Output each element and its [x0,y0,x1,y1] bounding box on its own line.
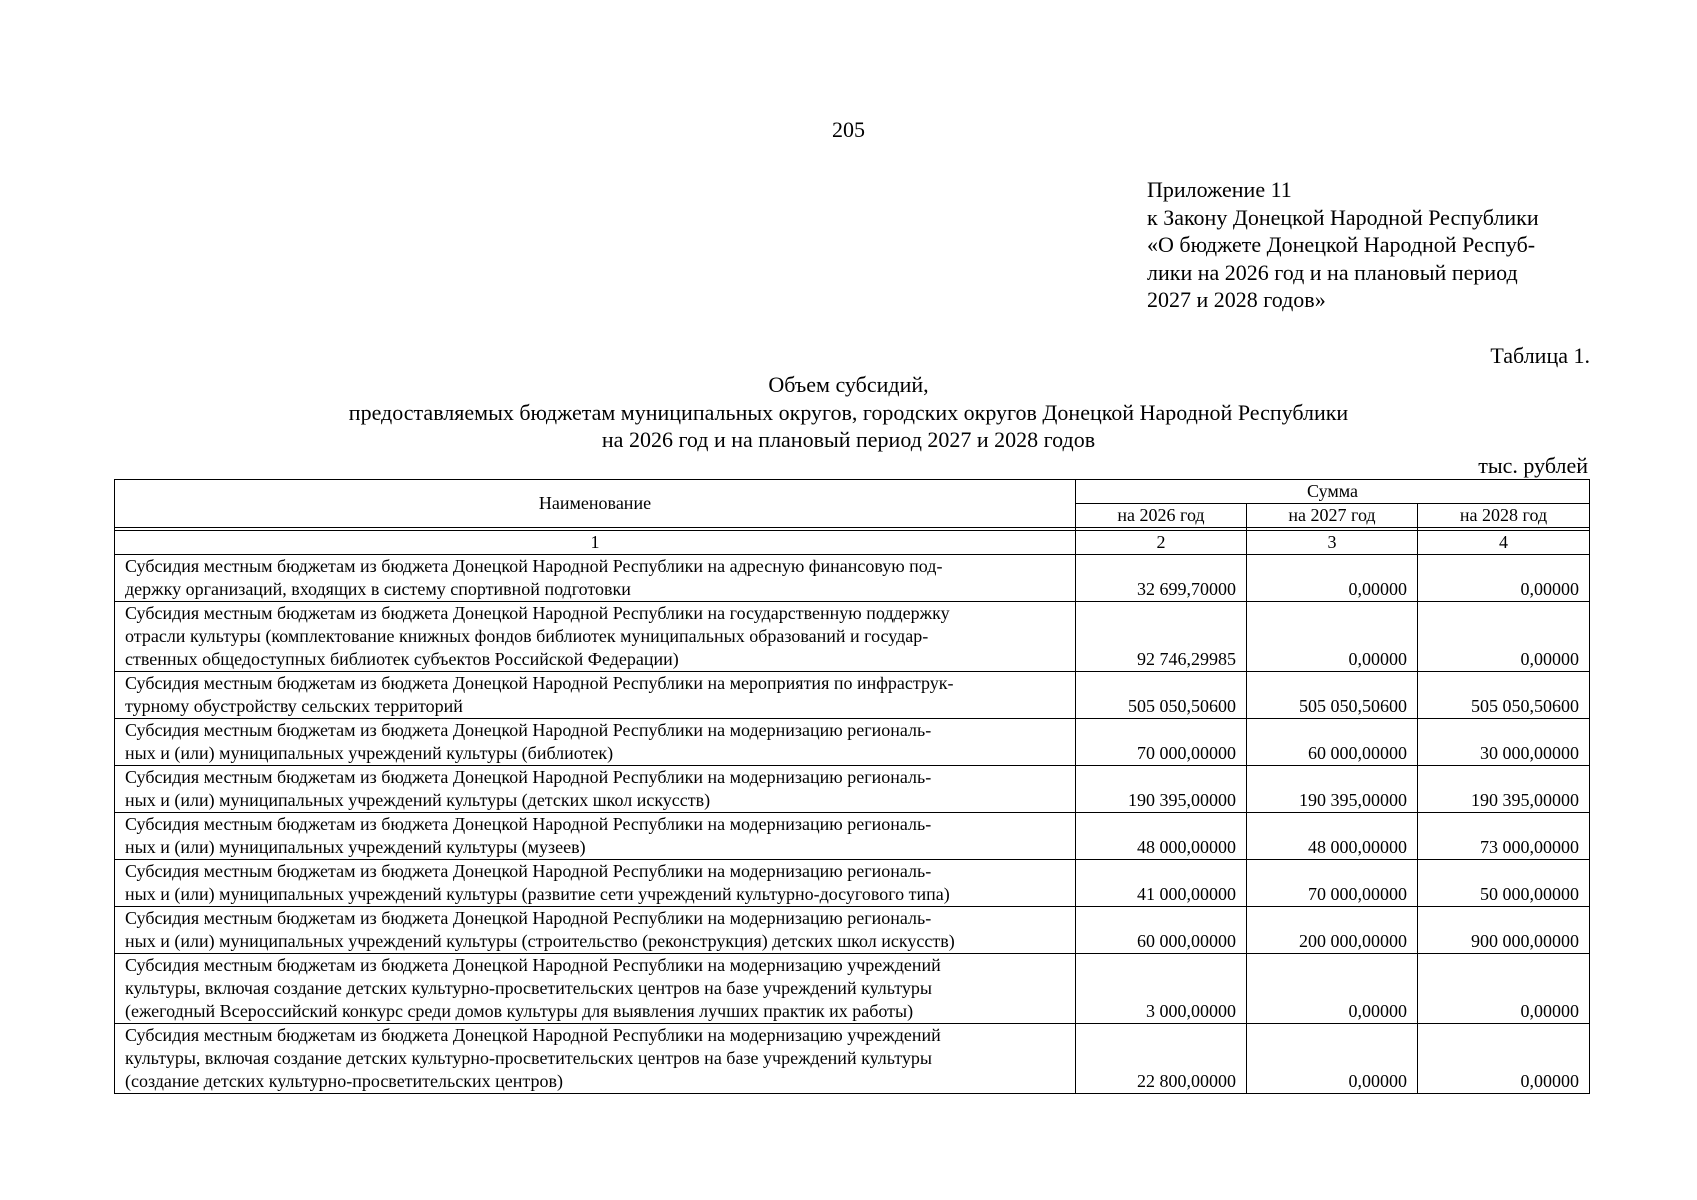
appendix-line: Приложение 11 [1147,177,1292,202]
row-name-line: Субсидия местным бюджетам из бюджета Донецкой Народной Республики на адресную финансовую под- [125,556,943,576]
appendix-note [1147,176,1607,314]
row-name-line: Субсидия местным бюджетам из бюджета Донецкой Народной Республики на модернизацию региональ- [125,861,932,881]
row-value-2027: 505 050,50600 [1247,672,1418,719]
row-name-line: Субсидия местным бюджетам из бюджета Донецкой Народной Республики на государственную поддержку [125,603,950,623]
column-number-row [115,531,1590,555]
column-number: 2 [1076,531,1247,555]
row-value-2026: 92 746,29985 [1076,602,1247,672]
row-name-line: ных и (или) муниципальных учреждений культуры (библиотек) [125,743,614,763]
header-year-2026: на 2026 год [1076,504,1247,528]
row-name-cell [115,719,1076,766]
row-name-line: культуры, включая создание детских культурно-просветительских центров на базе учреждений культуры [125,1048,933,1068]
row-name-cell [115,1024,1076,1094]
row-name-line: Субсидия местным бюджетам из бюджета Донецкой Народной Республики на модернизацию учреждений [125,1025,941,1045]
row-value-2028: 30 000,00000 [1418,719,1590,766]
row-value-2028: 50 000,00000 [1418,860,1590,907]
row-value-2027: 0,00000 [1247,954,1418,1024]
row-value-2026: 3 000,00000 [1076,954,1247,1024]
table-row [115,813,1590,860]
row-value-2028: 0,00000 [1418,954,1590,1024]
row-name-cell [115,672,1076,719]
row-name-line: ных и (или) муниципальных учреждений культуры (строительство (реконструкция) детских школ искусств) [125,931,955,951]
row-name-line: Субсидия местным бюджетам из бюджета Донецкой Народной Республики на модернизацию региональ- [125,767,932,787]
row-value-2028: 900 000,00000 [1418,907,1590,954]
row-name-line: Субсидия местным бюджетам из бюджета Донецкой Народной Республики на модернизацию учреждений [125,955,941,975]
row-name-line: (создание детских культурно-просветительских центров) [125,1071,563,1091]
row-value-2027: 0,00000 [1247,602,1418,672]
table-row [115,907,1590,954]
row-name-line: отрасли культуры (комплектование книжных фондов библиотек муниципальных образований и государ- [125,626,929,646]
column-number: 4 [1418,531,1590,555]
row-name-cell [115,602,1076,672]
row-value-2026: 32 699,70000 [1076,555,1247,602]
row-value-2027: 190 395,00000 [1247,766,1418,813]
table-row [115,1024,1590,1094]
header-year-2027: на 2027 год [1247,504,1418,528]
row-name-line: Субсидия местным бюджетам из бюджета Донецкой Народной Республики на модернизацию региональ- [125,908,932,928]
row-name-line: турному обустройству сельских территорий [125,696,463,716]
row-name-cell [115,813,1076,860]
row-name-cell [115,907,1076,954]
row-value-2026: 48 000,00000 [1076,813,1247,860]
row-name-cell [115,954,1076,1024]
appendix-line: 2027 и 2028 годов» [1147,287,1326,313]
title-line: на 2026 год и на плановый период 2027 и 2028 годов [601,427,1096,452]
row-name-line: культуры, включая создание детских культурно-просветительских центров на базе учреждений культуры [125,978,933,998]
table-row [115,766,1590,813]
table-row [115,555,1590,602]
row-name-line: ных и (или) муниципальных учреждений культуры (детских школ искусств) [125,790,711,810]
row-name-line: ственных общедоступных библиотек субъектов Российской Федерации) [125,649,679,669]
subsidy-table [114,479,1590,1094]
appendix-line: «О бюджете Донецкой Народной Респуб- [1147,232,1536,258]
title-line: предоставляемых бюджетам муниципальных округов, городских округов Донецкой Народной Республики [348,399,1349,425]
table-row [115,602,1590,672]
row-value-2027: 200 000,00000 [1247,907,1418,954]
row-name-line: Субсидия местным бюджетам из бюджета Донецкой Народной Республики на модернизацию региональ- [125,814,932,834]
row-value-2027: 0,00000 [1247,555,1418,602]
table-label: Таблица 1. [1490,343,1590,368]
row-value-2026: 505 050,50600 [1076,672,1247,719]
table-row [115,954,1590,1024]
appendix-line: лики на 2026 год и на плановый период [1147,259,1518,285]
table-row [115,860,1590,907]
header-sum: Сумма [1076,480,1590,504]
title-line: Объем субсидий, [768,372,929,397]
row-value-2026: 41 000,00000 [1076,860,1247,907]
table-row [115,672,1590,719]
row-name-line: (ежегодный Всероссийский конкурс среди домов культуры для выявления лучших практик их работы) [125,1001,914,1021]
row-value-2026: 60 000,00000 [1076,907,1247,954]
page-number: 205 [832,117,865,142]
row-name-line: ных и (или) муниципальных учреждений культуры (развитие сети учреждений культурно-досугового типа) [125,884,950,904]
appendix-line: к Закону Донецкой Народной Республики [1147,204,1539,230]
row-value-2027: 70 000,00000 [1247,860,1418,907]
row-name-line: Субсидия местным бюджетам из бюджета Донецкой Народной Республики на мероприятия по инфраструк- [125,673,954,693]
row-value-2027: 0,00000 [1247,1024,1418,1094]
row-name-line: держку организаций, входящих в систему спортивной подготовки [125,579,631,599]
row-value-2028: 0,00000 [1418,1024,1590,1094]
units-label: тыс. рублей [1478,453,1588,478]
row-value-2027: 60 000,00000 [1247,719,1418,766]
row-value-2026: 190 395,00000 [1076,766,1247,813]
row-value-2028: 0,00000 [1418,602,1590,672]
row-value-2028: 190 395,00000 [1418,766,1590,813]
row-name-cell [115,860,1076,907]
row-name-cell [115,766,1076,813]
row-name-cell [115,555,1076,602]
header-name: Наименование [115,480,1076,528]
header-year-2028: на 2028 год [1418,504,1590,528]
table-row [115,719,1590,766]
column-number: 3 [1247,531,1418,555]
row-value-2026: 70 000,00000 [1076,719,1247,766]
row-name-line: Субсидия местным бюджетам из бюджета Донецкой Народной Республики на модернизацию региональ- [125,720,932,740]
table-body [115,528,1590,1094]
row-value-2028: 0,00000 [1418,555,1590,602]
row-name-line: ных и (или) муниципальных учреждений культуры (музеев) [125,837,586,857]
column-number: 1 [115,531,1076,555]
row-value-2028: 73 000,00000 [1418,813,1590,860]
row-value-2027: 48 000,00000 [1247,813,1418,860]
row-value-2026: 22 800,00000 [1076,1024,1247,1094]
row-value-2028: 505 050,50600 [1418,672,1590,719]
table-title [0,371,1697,454]
